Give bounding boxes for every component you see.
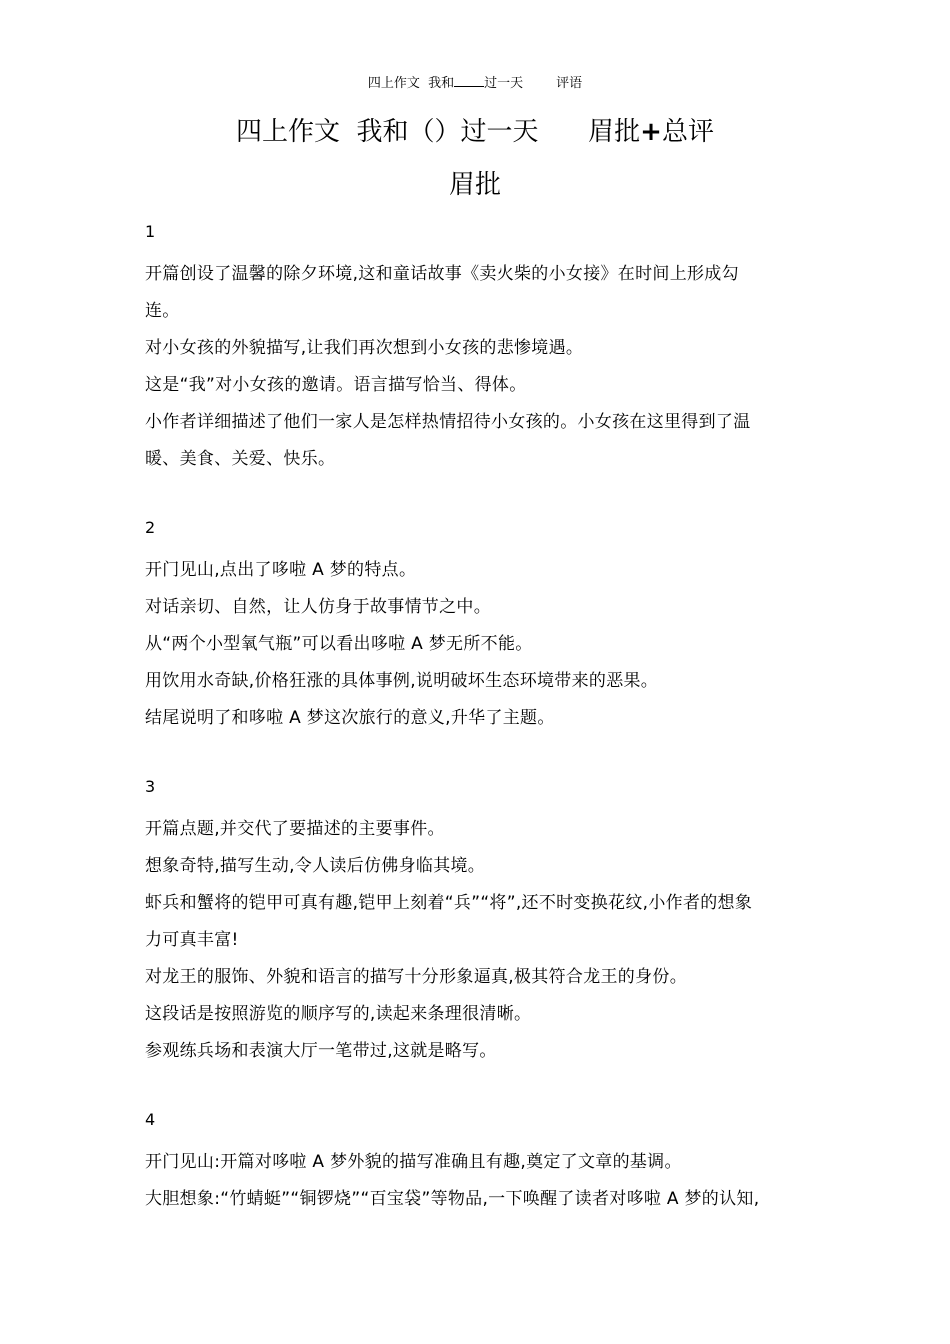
comment-line: 大胆想象:“竹蜻蜓”“铜锣烧”“百宝袋”等物品,一下唤醒了读者对哆啦 A 梦的认知, xyxy=(145,1189,760,1209)
comment-line: 用饮用水奇缺,价格狂涨的具体事例,说明破坏生态环境带来的恶果。 xyxy=(145,671,659,691)
running-header-left: 四上作文 我和 xyxy=(367,76,455,91)
running-header xyxy=(0,72,950,94)
comment-line: 力可真丰富! xyxy=(145,930,239,950)
comment-line: 小作者详细描述了他们一家人是怎样热情招待小女孩的。小女孩在这里得到了温 xyxy=(145,412,751,432)
comment-line: 这段话是按照游览的顺序写的,读起来条理很清晰。 xyxy=(145,1004,532,1024)
comment-line: 从“两个小型氧气瓶”可以看出哆啦 A 梦无所不能。 xyxy=(145,634,533,654)
comment-line: 开篇点题,并交代了要描述的主要事件。 xyxy=(145,819,445,839)
comment-block xyxy=(145,1107,813,1218)
document-title-main: 四上作文 我和（）过一天 眉批 xyxy=(236,117,641,147)
comment-line: 开门见山:开篇对哆啦 A 梦外貌的描写准确且有趣,奠定了文章的基调。 xyxy=(145,1152,682,1172)
comment-line: 开篇创设了温馨的除夕环境,这和童话故事《卖火柴的小女接》在时间上形成勾 xyxy=(145,264,739,284)
running-header-right: 过一天 评语 xyxy=(484,76,583,91)
comment-line: 开门见山,点出了哆啦 A 梦的特点。 xyxy=(145,560,417,580)
comment-number: 2 xyxy=(145,518,156,537)
comment-block xyxy=(145,515,813,737)
comment-line: 参观练兵场和表演大厅一笔带过,这就是略写。 xyxy=(145,1041,497,1061)
comments-list xyxy=(145,219,813,1255)
comment-line: 连。 xyxy=(145,301,180,321)
comment-block xyxy=(145,219,813,478)
fill-in-blank xyxy=(454,72,484,87)
document-title-plus: + xyxy=(640,117,662,147)
comment-line: 想象奇特,描写生动,令人读后仿佛身临其境。 xyxy=(145,856,486,876)
section-title: 眉批 xyxy=(448,170,501,200)
document-title-end: 总评 xyxy=(661,117,714,147)
comment-line: 暖、美食、关爱、快乐。 xyxy=(145,449,336,469)
comment-number: 4 xyxy=(145,1110,156,1129)
comment-block xyxy=(145,774,813,1070)
comment-line: 对话亲切、自然，让人仿身于故事情节之中。 xyxy=(145,597,491,617)
comment-line: 虾兵和蟹将的铠甲可真有趣,铠甲上刻着“兵”“将”,还不时变换花纹,小作者的想象 xyxy=(145,893,753,913)
comment-number: 3 xyxy=(145,777,156,796)
comment-number: 1 xyxy=(145,222,156,241)
comment-line: 对小女孩的外貌描写,让我们再次想到小女孩的悲惨境遇。 xyxy=(145,338,584,358)
comment-line: 对龙王的服饰、外貌和语言的描写十分形象逼真,极其符合龙王的身份。 xyxy=(145,967,688,987)
document-title xyxy=(0,112,950,152)
comment-line: 结尾说明了和哆啦 A 梦这次旅行的意义,升华了主题。 xyxy=(145,708,555,728)
comment-line: 这是“我”对小女孩的邀请。语言描写恰当、得体。 xyxy=(145,375,527,395)
